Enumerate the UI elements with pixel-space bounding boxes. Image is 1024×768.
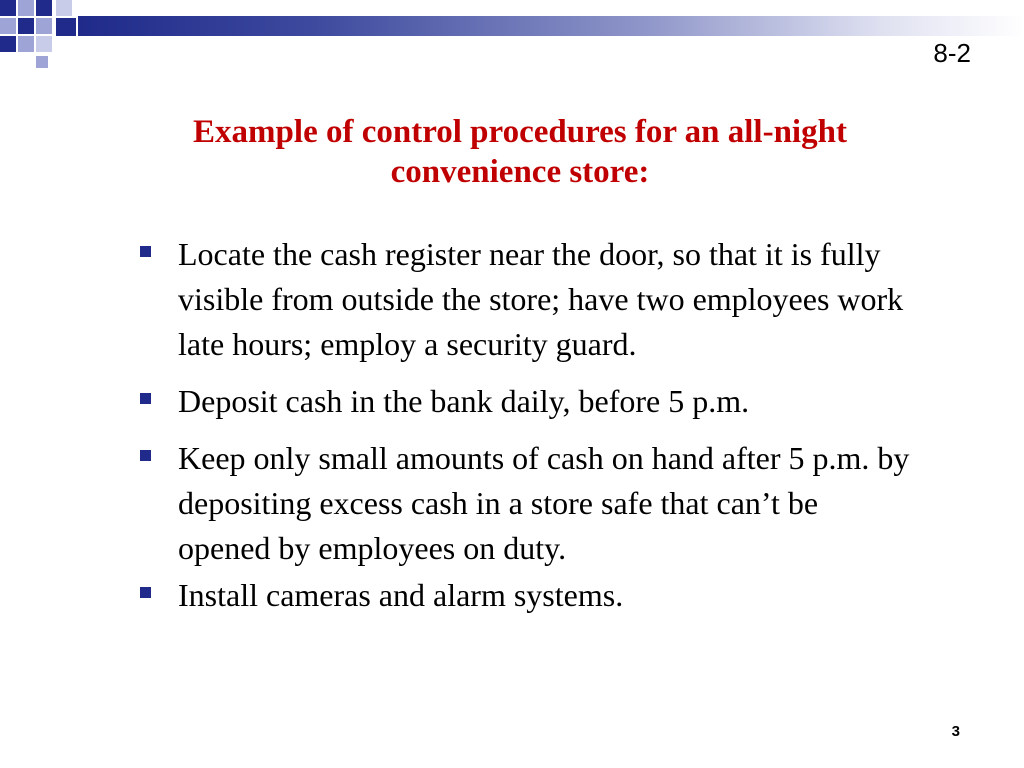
corner-square-decoration [0,18,16,34]
square-bullet-icon [140,393,151,404]
page-number: 3 [951,723,960,740]
slide-title: Example of control procedures for an all-night convenience store: [193,114,847,190]
square-bullet-icon [140,587,151,598]
corner-square-decoration [18,36,34,52]
header-gradient-bar [78,16,1024,36]
corner-square-decoration [18,0,34,16]
corner-square-decoration [0,36,16,52]
corner-square-decoration [36,0,52,16]
bullet-item [138,379,918,424]
bullet-text: Deposit cash in the bank daily, before 5 p.m. [178,383,750,419]
corner-square-decoration [18,18,34,34]
corner-square-decoration [0,0,16,16]
corner-square-decoration [36,56,48,68]
bullet-item [138,232,918,367]
corner-square-decoration [36,36,52,52]
bullet-item [138,436,918,571]
bullet-text: Locate the cash register near the door, so that it is fully visible from outside the store; have two employees work late hours; employ a security guard. [178,236,904,362]
bullet-item [138,573,918,618]
bullet-text: Keep only small amounts of cash on hand after 5 p.m. by depositing excess cash in a store safe that can’t be opened by employees on duty. [178,440,910,566]
square-bullet-icon [140,450,151,461]
corner-square-decoration [56,0,72,16]
section-number: 8-2 [933,38,971,68]
corner-square-decoration [36,18,52,34]
corner-square-decoration [56,18,76,36]
bullet-text: Install cameras and alarm systems. [178,577,624,613]
square-bullet-icon [140,246,151,257]
bullet-list [138,232,918,630]
